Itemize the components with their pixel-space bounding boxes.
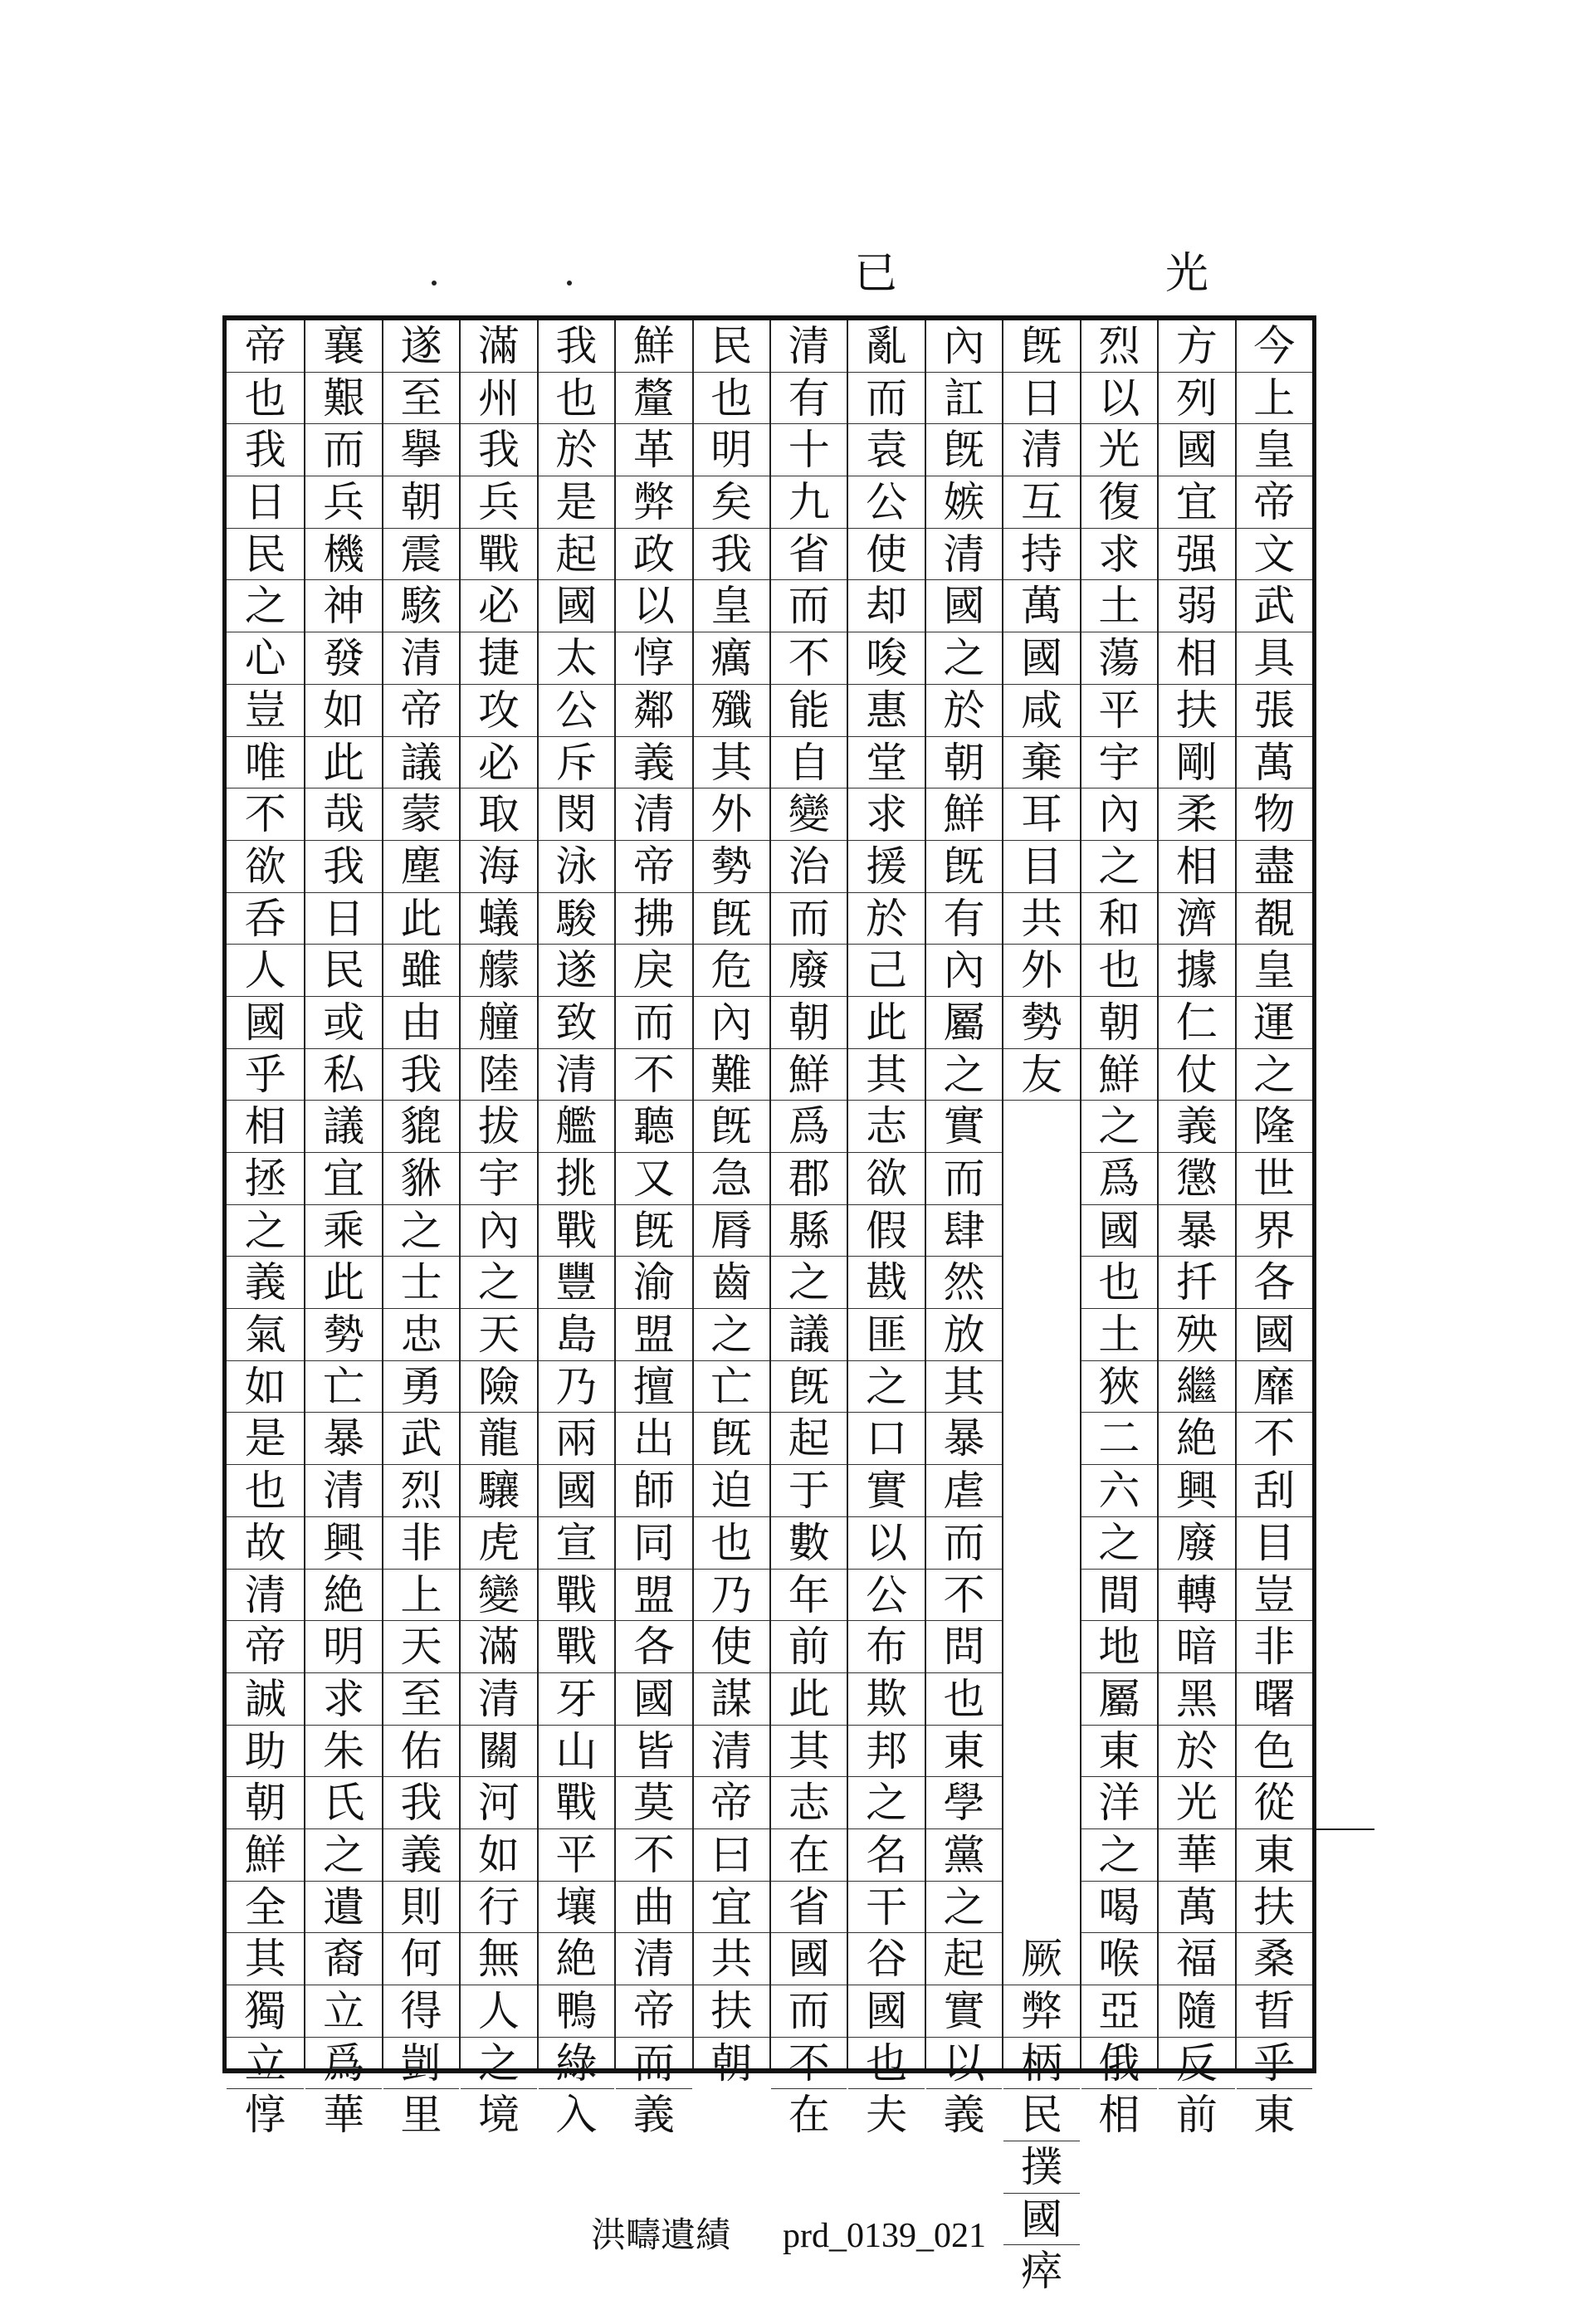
text-column: 旣 日 清 互 持 萬 國 咸 棄 耳 目 共 外 勢 友 厥 弊 柄 民 撲 國 瘁 [1002,320,1079,2068]
header-char-left: 已 [853,249,897,299]
text-column: 遂 至 擧 朝 震 駭 清 帝 議 蒙 塵 此 雖 由 我 貔 貅 之 士 忠 勇 武 烈 非 上 天 至 佑 我 義 則 何 得 剴 里 [382,320,459,2068]
text-column: 民 也 明 矣 我 皇 癘 殲 其 外 勢 旣 危 內 難 旣 急 脣 齒 之 亡 旣 迫 也 乃 使 謀 清 帝 曰 宜 共 扶 朝 [692,320,769,2068]
text-column: 帝 也 我 日 民 之 心 豈 唯 不 欲 呑 人 國 乎 相 拯 之 義 氣 如 是 也 故 清 帝 誠 助 朝 鮮 全 其 獨 立 惇 [227,320,304,2068]
footer-code: prd_0139_021 [783,2217,986,2255]
speck-mark [567,281,572,286]
page-footer [0,2208,1577,2258]
header-char-right: 光 [1164,249,1208,299]
text-column: 烈 以 光 復 求 土 蕩 平 宇 內 之 和 也 朝 鮮 之 爲 國 也 土 狹 二 六 之 間 地 屬 東 洋 之 喝 喉 亞 俄 相 [1080,320,1157,2068]
margin-line [1316,1828,1374,1830]
speck-mark [432,281,437,286]
footer-title: 洪疇遺績 [590,2217,730,2255]
text-column: 襄 艱 而 兵 機 神 發 如 此 哉 我 日 民 或 私 議 宜 乘 此 勢 亡 暴 清 興 絶 明 求 朱 氏 之 遺 裔 立 爲 華 [304,320,381,2068]
text-column: 滿 州 我 兵 戰 必 捷 攻 必 取 海 蟻 艨 艟 陸 拔 宇 內 之 天 險 龍 驤 虎 變 滿 清 關 河 如 行 無 人 之 境 [459,320,536,2068]
text-column: 今 上 皇 帝 文 武 具 張 萬 物 盡 覩 皇 運 之 隆 世 界 各 國 靡 不 刮 目 豈 非 曙 色 從 東 扶 桑 晢 乎 東 [1235,320,1312,2068]
text-column: 我 也 於 是 起 國 太 公 斥 閔 泳 駿 遂 致 清 艦 挑 戰 豐 島 乃 兩 國 宣 戰 戰 牙 山 戰 平 壤 絶 鴨 綠 入 [537,320,614,2068]
text-column: 亂 而 袁 公 使 却 唆 惠 堂 求 援 於 己 此 其 志 欲 假 戡 匪 之 口 實 以 公 布 欺 邦 之 名 干 谷 國 也 夫 [847,320,924,2068]
text-column: 內 訌 旣 嫉 清 國 之 於 朝 鮮 旣 有 內 屬 之 實 而 肆 然 放 其 暴 虐 而 不 問 也 東 學 黨 之 起 實 以 義 [925,320,1002,2068]
text-column: 清 有 十 九 省 而 不 能 自 變 治 而 廢 朝 鮮 爲 郡 縣 之 議 旣 起 于 數 年 前 此 其 志 在 省 國 而 不 在 [769,320,847,2068]
text-column: 鮮 釐 革 弊 政 以 惇 鄰 義 清 帝 拂 戾 而 不 聽 又 旣 渝 盟 擅 出 師 同 盟 各 國 皆 莫 不 曲 清 帝 而 義 [614,320,691,2068]
text-column: 方 列 國 宜 强 弱 相 扶 剛 柔 相 濟 據 仁 仗 義 懲 暴 扦 殃 繼 絶 興 廢 轉 暗 黑 於 光 華 萬 福 隨 反 前 [1157,320,1234,2068]
